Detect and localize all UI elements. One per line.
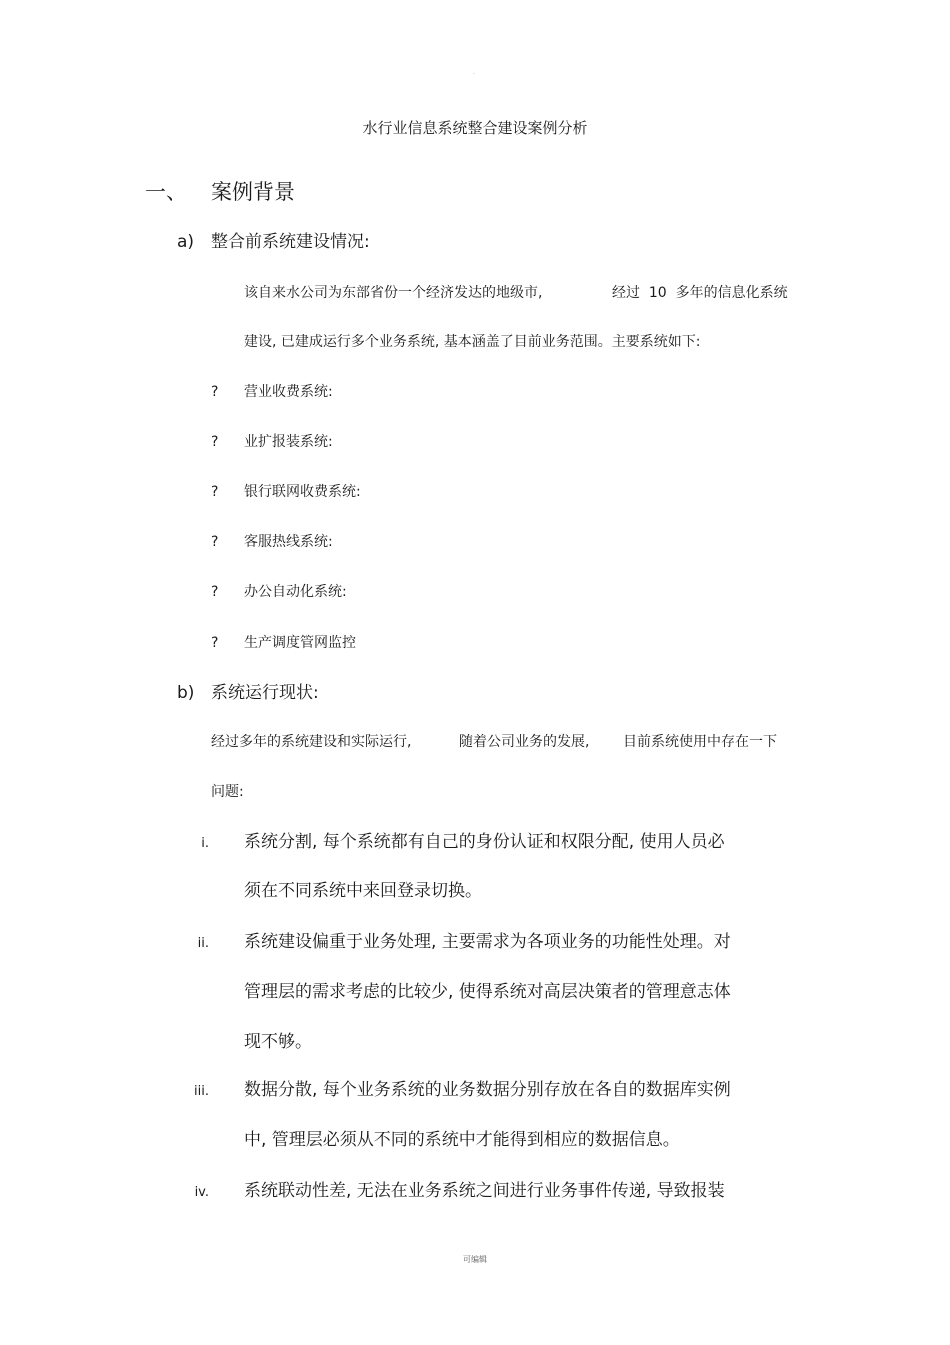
list-item: 生产调度管网监控 [244,635,356,651]
bullet-marker: ? [211,484,219,500]
footer-note: 可编辑 [463,1255,487,1264]
item-line: 中, 管理层必须从不同的系统中才能得到相应的数据信息。 [244,1130,680,1150]
item-line: 系统分割, 每个系统都有自己的身份认证和权限分配, 使用人员必 [244,832,725,852]
item-line: 现不够。 [244,1032,312,1052]
section-heading: 案例背景 [211,180,295,204]
list-item: 银行联网收费系统: [244,484,361,500]
subsection-a-marker: a) [177,232,195,252]
bullet-marker: ? [211,584,219,600]
document-title: 水行业信息系统整合建设案例分析 [362,119,588,137]
list-item: 客服热线系统: [244,534,333,550]
paragraph-a-line1-part2: 经过 10 多年的信息化系统 [612,285,788,301]
item-line: 须在不同系统中来回登录切换。 [244,881,482,901]
paragraph-b-line1-part1: 经过多年的系统建设和实际运行, [211,734,412,750]
item-line: 系统联动性差, 无法在业务系统之间进行业务事件传递, 导致报装 [244,1181,725,1201]
item-line: 系统建设偏重于业务处理, 主要需求为各项业务的功能性处理。对 [244,932,731,952]
list-item: 办公自动化系统: [244,584,347,600]
item-number: iii. [194,1084,209,1099]
paragraph-b-line1-part2: 随着公司业务的发展, [459,734,590,750]
paragraph-b-line1-part3: 目前系统使用中存在一下 [623,734,777,750]
header-dot: · [473,71,475,78]
paragraph-a-line1-part1: 该自来水公司为东部省份一个经济发达的地级市, [244,285,543,301]
item-line: 数据分散, 每个业务系统的业务数据分别存放在各自的数据库实例 [244,1080,731,1100]
subsection-a-heading: 整合前系统建设情况: [211,232,370,252]
list-item: 业扩报装系统: [244,434,333,450]
bullet-marker: ? [211,635,219,651]
list-item: 营业收费系统: [244,384,333,400]
bullet-marker: ? [211,434,219,450]
bullet-marker: ? [211,534,219,550]
section-number: 一、 [145,180,187,204]
paragraph-b-line2: 问题: [211,784,244,800]
subsection-b-heading: 系统运行现状: [211,683,319,703]
paragraph-a-line2: 建设, 已建成运行多个业务系统, 基本涵盖了目前业务范围。主要系统如下: [244,334,701,350]
item-number: ii. [197,936,209,951]
bullet-marker: ? [211,384,219,400]
item-line: 管理层的需求考虑的比较少, 使得系统对高层决策者的管理意志体 [244,982,731,1002]
subsection-b-marker: b) [177,683,195,703]
item-number: i. [201,836,209,851]
item-number: iv. [194,1185,209,1200]
